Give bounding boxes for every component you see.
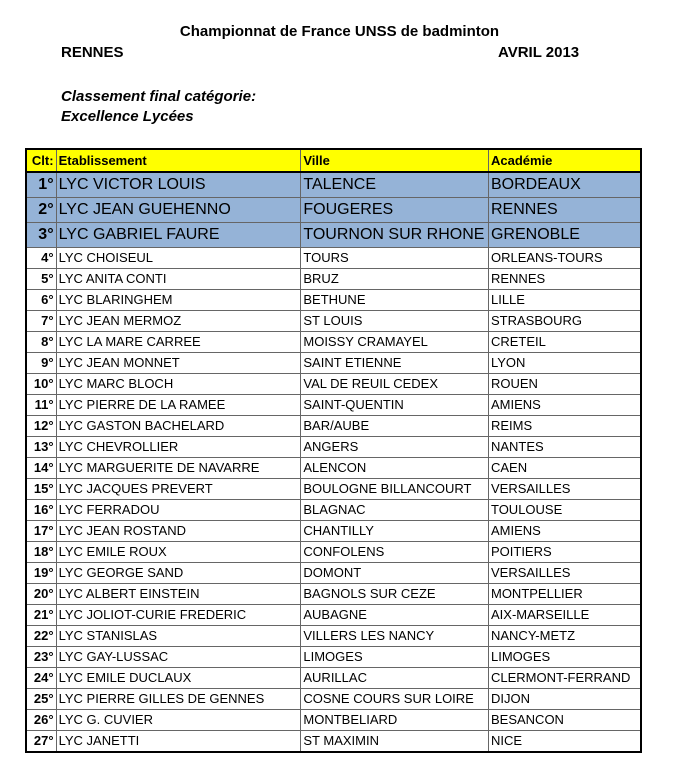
school-cell: LYC ANITA CONTI [56,269,301,290]
academy-cell: LILLE [488,290,641,311]
city-cell: CONFOLENS [301,542,489,563]
table-row [26,416,641,437]
city-cell: AURILLAC [301,668,489,689]
table-row [26,626,641,647]
table-row [26,605,641,626]
school-cell: LYC JOLIOT-CURIE FREDERIC [56,605,301,626]
city-cell: SAINT ETIENNE [301,353,489,374]
table-header-row [26,149,641,172]
table-row [26,458,641,479]
city-cell: ST MAXIMIN [301,731,489,753]
rank-cell: 20° [26,584,56,605]
city-cell: CHANTILLY [301,521,489,542]
table-row [26,542,641,563]
category-subtitle: Excellence Lycées [61,108,194,125]
table-body [26,172,641,752]
rank-cell: 16° [26,500,56,521]
rank-cell: 1° [26,172,56,198]
table-row [26,500,641,521]
rank-cell: 17° [26,521,56,542]
academy-cell: ROUEN [488,374,641,395]
academy-cell: STRASBOURG [488,311,641,332]
academy-cell: VERSAILLES [488,563,641,584]
city-cell: ST LOUIS [301,311,489,332]
school-cell: LYC JEAN ROSTAND [56,521,301,542]
table-row [26,479,641,500]
academy-cell: CRETEIL [488,332,641,353]
city-cell: BAR/AUBE [301,416,489,437]
table-row [26,353,641,374]
table-row [26,731,641,753]
table-row [26,437,641,458]
table-row [26,668,641,689]
rank-cell: 12° [26,416,56,437]
academy-cell: MONTPELLIER [488,584,641,605]
table-row [26,521,641,542]
city-cell: MOISSY CRAMAYEL [301,332,489,353]
table-row [26,374,641,395]
school-cell: LYC GEORGE SAND [56,563,301,584]
rank-cell: 27° [26,731,56,753]
rank-cell: 21° [26,605,56,626]
column-header-school: Etablissement [56,149,301,172]
school-cell: LYC GAY-LUSSAC [56,647,301,668]
academy-cell: REIMS [488,416,641,437]
table-row [26,223,641,248]
city-cell: TOURNON SUR RHONE [301,223,489,248]
academy-cell: AIX-MARSEILLE [488,605,641,626]
table-row [26,311,641,332]
academy-cell: NANTES [488,437,641,458]
rank-cell: 24° [26,668,56,689]
school-cell: LYC CHOISEUL [56,248,301,269]
table-row [26,290,641,311]
rank-cell: 22° [26,626,56,647]
table-row [26,710,641,731]
rank-cell: 23° [26,647,56,668]
city-cell: BAGNOLS SUR CEZE [301,584,489,605]
city-cell: COSNE COURS SUR LOIRE [301,689,489,710]
rank-cell: 15° [26,479,56,500]
rank-cell: 18° [26,542,56,563]
school-cell: LYC PIERRE DE LA RAMEE [56,395,301,416]
city-cell: VILLERS LES NANCY [301,626,489,647]
school-cell: LYC JEAN MERMOZ [56,311,301,332]
column-header-city: Ville [301,149,489,172]
school-cell: LYC JEAN MONNET [56,353,301,374]
event-date: AVRIL 2013 [498,44,580,61]
school-cell: LYC VICTOR LOUIS [56,172,301,198]
ranking-subtitle: Classement final catégorie: [61,88,257,105]
rank-cell: 10° [26,374,56,395]
academy-cell: LIMOGES [488,647,641,668]
rank-cell: 13° [26,437,56,458]
academy-cell: RENNES [488,198,641,223]
academy-cell: CLERMONT-FERRAND [488,668,641,689]
rank-cell: 5° [26,269,56,290]
table-row [26,689,641,710]
rank-cell: 7° [26,311,56,332]
city-cell: TALENCE [301,172,489,198]
school-cell: LYC BLARINGHEM [56,290,301,311]
table-row [26,332,641,353]
rank-cell: 2° [26,198,56,223]
academy-cell: AMIENS [488,395,641,416]
school-cell: LYC JACQUES PREVERT [56,479,301,500]
city-cell: ANGERS [301,437,489,458]
rank-cell: 19° [26,563,56,584]
city-cell: MONTBELIARD [301,710,489,731]
city-cell: TOURS [301,248,489,269]
city-cell: BRUZ [301,269,489,290]
school-cell: LYC FERRADOU [56,500,301,521]
academy-cell: POITIERS [488,542,641,563]
academy-cell: CAEN [488,458,641,479]
school-cell: LYC STANISLAS [56,626,301,647]
academy-cell: DIJON [488,689,641,710]
academy-cell: VERSAILLES [488,479,641,500]
table-row [26,563,641,584]
city-cell: BETHUNE [301,290,489,311]
rank-cell: 6° [26,290,56,311]
city-cell: LIMOGES [301,647,489,668]
table-row [26,269,641,290]
school-cell: LYC MARC BLOCH [56,374,301,395]
school-cell: LYC JANETTI [56,731,301,753]
rank-cell: 14° [26,458,56,479]
document-title: Championnat de France UNSS de badminton [179,23,500,40]
city-cell: SAINT-QUENTIN [301,395,489,416]
academy-cell: BESANCON [488,710,641,731]
table-row [26,395,641,416]
rank-cell: 9° [26,353,56,374]
academy-cell: AMIENS [488,521,641,542]
school-cell: LYC LA MARE CARREE [56,332,301,353]
school-cell: LYC PIERRE GILLES DE GENNES [56,689,301,710]
city-cell: ALENCON [301,458,489,479]
school-cell: LYC EMILE DUCLAUX [56,668,301,689]
school-cell: LYC ALBERT EINSTEIN [56,584,301,605]
table-row [26,172,641,198]
city-cell: BLAGNAC [301,500,489,521]
school-cell: LYC EMILE ROUX [56,542,301,563]
table-row [26,647,641,668]
city-cell: FOUGERES [301,198,489,223]
city-cell: AUBAGNE [301,605,489,626]
city-cell: VAL DE REUIL CEDEX [301,374,489,395]
rank-cell: 26° [26,710,56,731]
school-cell: LYC JEAN GUEHENNO [56,198,301,223]
rank-cell: 3° [26,223,56,248]
academy-cell: LYON [488,353,641,374]
academy-cell: NANCY-METZ [488,626,641,647]
rank-cell: 25° [26,689,56,710]
academy-cell: NICE [488,731,641,753]
school-cell: LYC MARGUERITE DE NAVARRE [56,458,301,479]
academy-cell: BORDEAUX [488,172,641,198]
rank-cell: 11° [26,395,56,416]
school-cell: LYC CHEVROLLIER [56,437,301,458]
academy-cell: TOULOUSE [488,500,641,521]
school-cell: LYC GABRIEL FAURE [56,223,301,248]
city-cell: DOMONT [301,563,489,584]
academy-cell: RENNES [488,269,641,290]
school-cell: LYC G. CUVIER [56,710,301,731]
city-cell: BOULOGNE BILLANCOURT [301,479,489,500]
academy-cell: GRENOBLE [488,223,641,248]
rank-cell: 4° [26,248,56,269]
column-header-rank: Clt: [26,149,56,172]
academy-cell: ORLEANS-TOURS [488,248,641,269]
table-row [26,248,641,269]
rank-cell: 8° [26,332,56,353]
table-row [26,584,641,605]
school-cell: LYC GASTON BACHELARD [56,416,301,437]
table-row [26,198,641,223]
column-header-academy: Académie [488,149,641,172]
event-city: RENNES [61,44,124,61]
ranking-table [25,148,642,753]
